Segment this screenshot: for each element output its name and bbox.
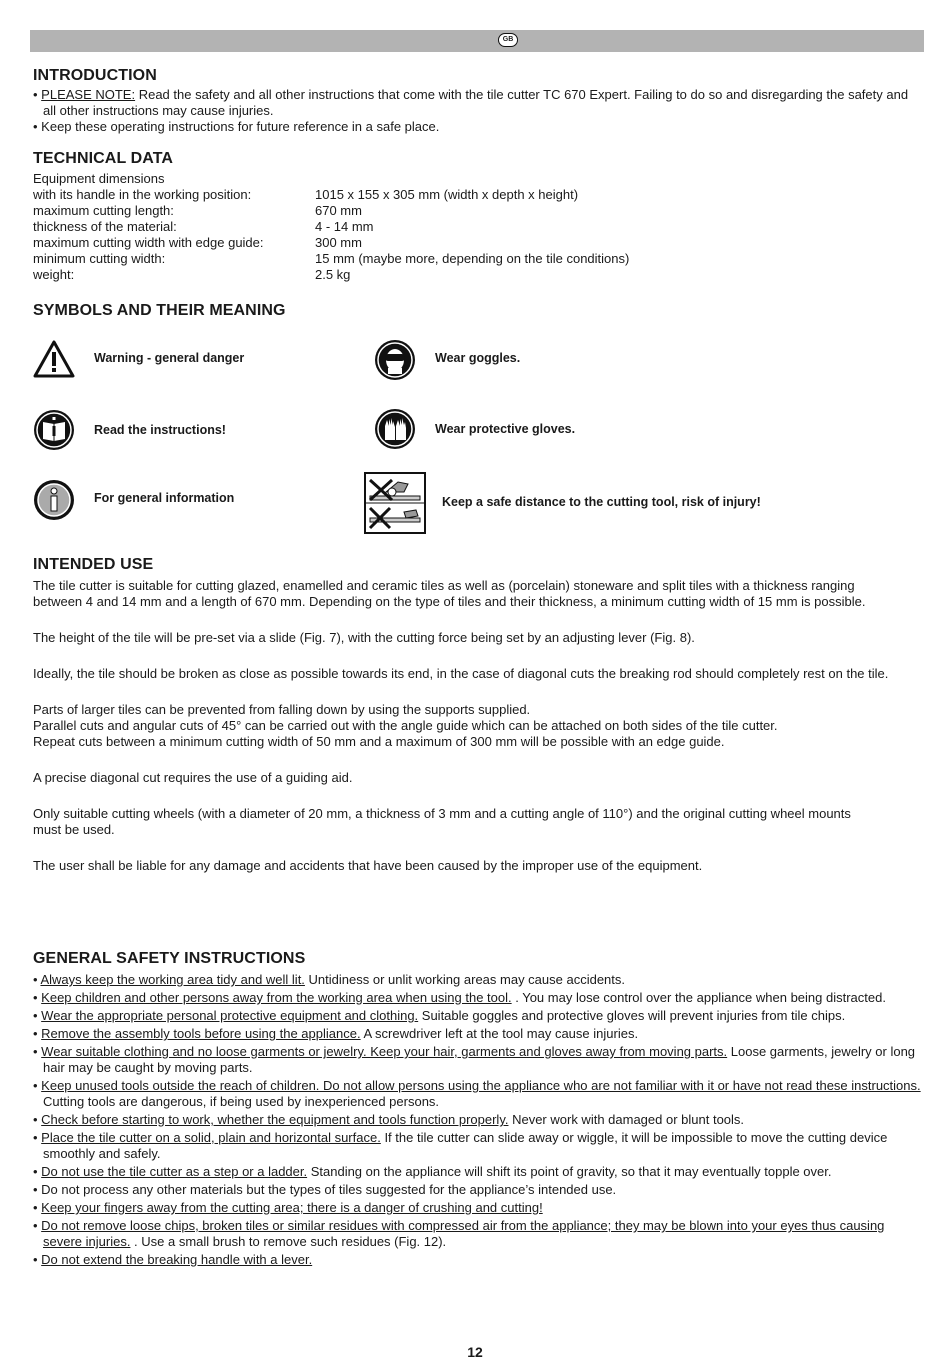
dimensions-heading: Equipment dimensions	[33, 171, 165, 186]
list-item: • Do not remove loose chips, broken tiles or similar residues with compressed air from the appliance; they may be blown into your eyes thus causing severe injuries. . Use a small brush to remove such residues (Fig. 12).	[33, 1218, 925, 1250]
spec-row: minimum cutting width: 15 mm (maybe more, depending on the tile conditions)	[33, 251, 630, 266]
paragraph: Ideally, the tile should be broken as close as possible towards its end, in the case of diagonal cuts the breaking rod should completely rest on the tile.	[33, 666, 889, 681]
paragraph: The height of the tile will be pre-set via a slide (Fig. 7), with the cutting force being set by an adjusting lever (Fig. 8).	[33, 630, 695, 645]
symbol-label: Warning - general danger	[94, 351, 245, 365]
list-item: • Keep children and other persons away from the working area when using the tool. . You may lose control over the appliance when being distracted.	[33, 990, 925, 1006]
technical-data-title: TECHNICAL DATA	[33, 150, 174, 167]
list-item: • Keep unused tools outside the reach of children. Do not allow persons using the appliance who are not familiar with it or have not read these instructions. Cutting tools are dangerous, if being used by inexperienced persons.	[33, 1078, 925, 1110]
list-item: • Wear the appropriate personal protective equipment and clothing. Suitable goggles and protective gloves will prevent injuries from tile chips.	[33, 1008, 925, 1024]
read-instructions-icon	[33, 409, 75, 451]
list-item: • Remove the assembly tools before using the appliance. A screwdriver left at the tool may cause injuries.	[33, 1026, 925, 1042]
paragraph: The tile cutter is suitable for cutting glazed, enamelled and ceramic tiles as well as (porcelain) stoneware and split tiles with a thickness ranging between 4 and 14 mm and a length of 670 mm. Depending on the type of tiles and their thickness, a minimum cutting width of 15 mm is possible.	[33, 578, 866, 609]
paragraph: Only suitable cutting wheels (with a diameter of 20 mm, a thickness of 3 mm and a cutting angle of 110°) and the original cutting wheel mounts must be used.	[33, 806, 851, 837]
symbol-label: Read the instructions!	[94, 423, 226, 437]
info-icon	[33, 479, 75, 521]
spec-row: thickness of the material: 4 - 14 mm	[33, 219, 374, 234]
intended-use-title: INTENDED USE	[33, 556, 154, 573]
goggles-icon	[374, 339, 416, 381]
list-item: • PLEASE NOTE: Read the safety and all other instructions that come with the tile cutter TC 670 Expert. Failing to do so and disregarding the safety and all other instructions may cause injuries.	[33, 87, 913, 119]
list-item: • Wear suitable clothing and no loose garments or jewelry. Keep your hair, garments and gloves away from moving parts. Loose garments, jewelry or long hair may be caught by moving parts.	[33, 1044, 925, 1076]
list-item: • Do not process any other materials but the types of tiles suggested for the appliance’s intended use.	[33, 1182, 925, 1198]
paragraph: A precise diagonal cut requires the use of a guiding aid.	[33, 770, 353, 785]
paragraph: The user shall be liable for any damage and accidents that have been caused by the improper use of the equipment.	[33, 858, 703, 873]
list-item: • Check before starting to work, whether the equipment and tools function properly. Never work with damaged or blunt tools.	[33, 1112, 925, 1128]
symbol-label: Wear goggles.	[435, 351, 521, 365]
warning-icon	[33, 340, 75, 378]
spec-row: maximum cutting length: 670 mm	[33, 203, 362, 218]
symbol-label: Wear protective gloves.	[435, 422, 576, 436]
safety-list	[33, 972, 925, 1270]
list-item: • Keep these operating instructions for future reference in a safe place.	[33, 119, 913, 135]
paragraph: Parts of larger tiles can be prevented from falling down by using the supports supplied. Parallel cuts and angular cuts of 45° can be carried out with the angle guide which can be attached on both sides of the tile cutter. Repeat cuts between a minimum cutting width of 50 mm and a maximum of 300 mm will be possible with an edge guide.	[33, 702, 778, 749]
intended-use-body	[33, 578, 905, 894]
symbol-label: For general information	[94, 491, 235, 505]
symbol-label: Keep a safe distance to the cutting tool, risk of injury!	[442, 495, 761, 509]
list-item: • Place the tile cutter on a solid, plain and horizontal surface. If the tile cutter can slide away or wiggle, it will be impossible to move the cutting device smoothly and safely.	[33, 1130, 925, 1162]
gloves-icon	[374, 408, 416, 450]
safe-distance-icon	[364, 472, 426, 534]
spec-row: maximum cutting width with edge guide: 300 mm	[33, 235, 362, 250]
spec-row: with its handle in the working position: 1015 x 155 x 305 mm (width x depth x height)	[33, 187, 579, 202]
header-bar	[30, 30, 924, 52]
technical-data-table	[33, 171, 913, 283]
list-item: • Do not extend the breaking handle with a lever.	[33, 1252, 925, 1268]
list-item: • Keep your fingers away from the cutting area; there is a danger of crushing and cutting!	[33, 1200, 925, 1216]
spec-row: weight: 2.5 kg	[33, 267, 351, 282]
country-badge: GB	[498, 33, 518, 47]
introduction-title: INTRODUCTION	[33, 67, 157, 84]
list-item: • Do not use the tile cutter as a step or a ladder. Standing on the appliance will shift its point of gravity, so that it may eventually topple over.	[33, 1164, 925, 1180]
introduction-body	[33, 87, 913, 135]
page-number: 12	[467, 1344, 483, 1360]
symbols-title: SYMBOLS AND THEIR MEANING	[33, 302, 286, 319]
safety-title: GENERAL SAFETY INSTRUCTIONS	[33, 950, 306, 967]
list-item: • Always keep the working area tidy and well lit. Untidiness or unlit working areas may cause accidents.	[33, 972, 925, 988]
